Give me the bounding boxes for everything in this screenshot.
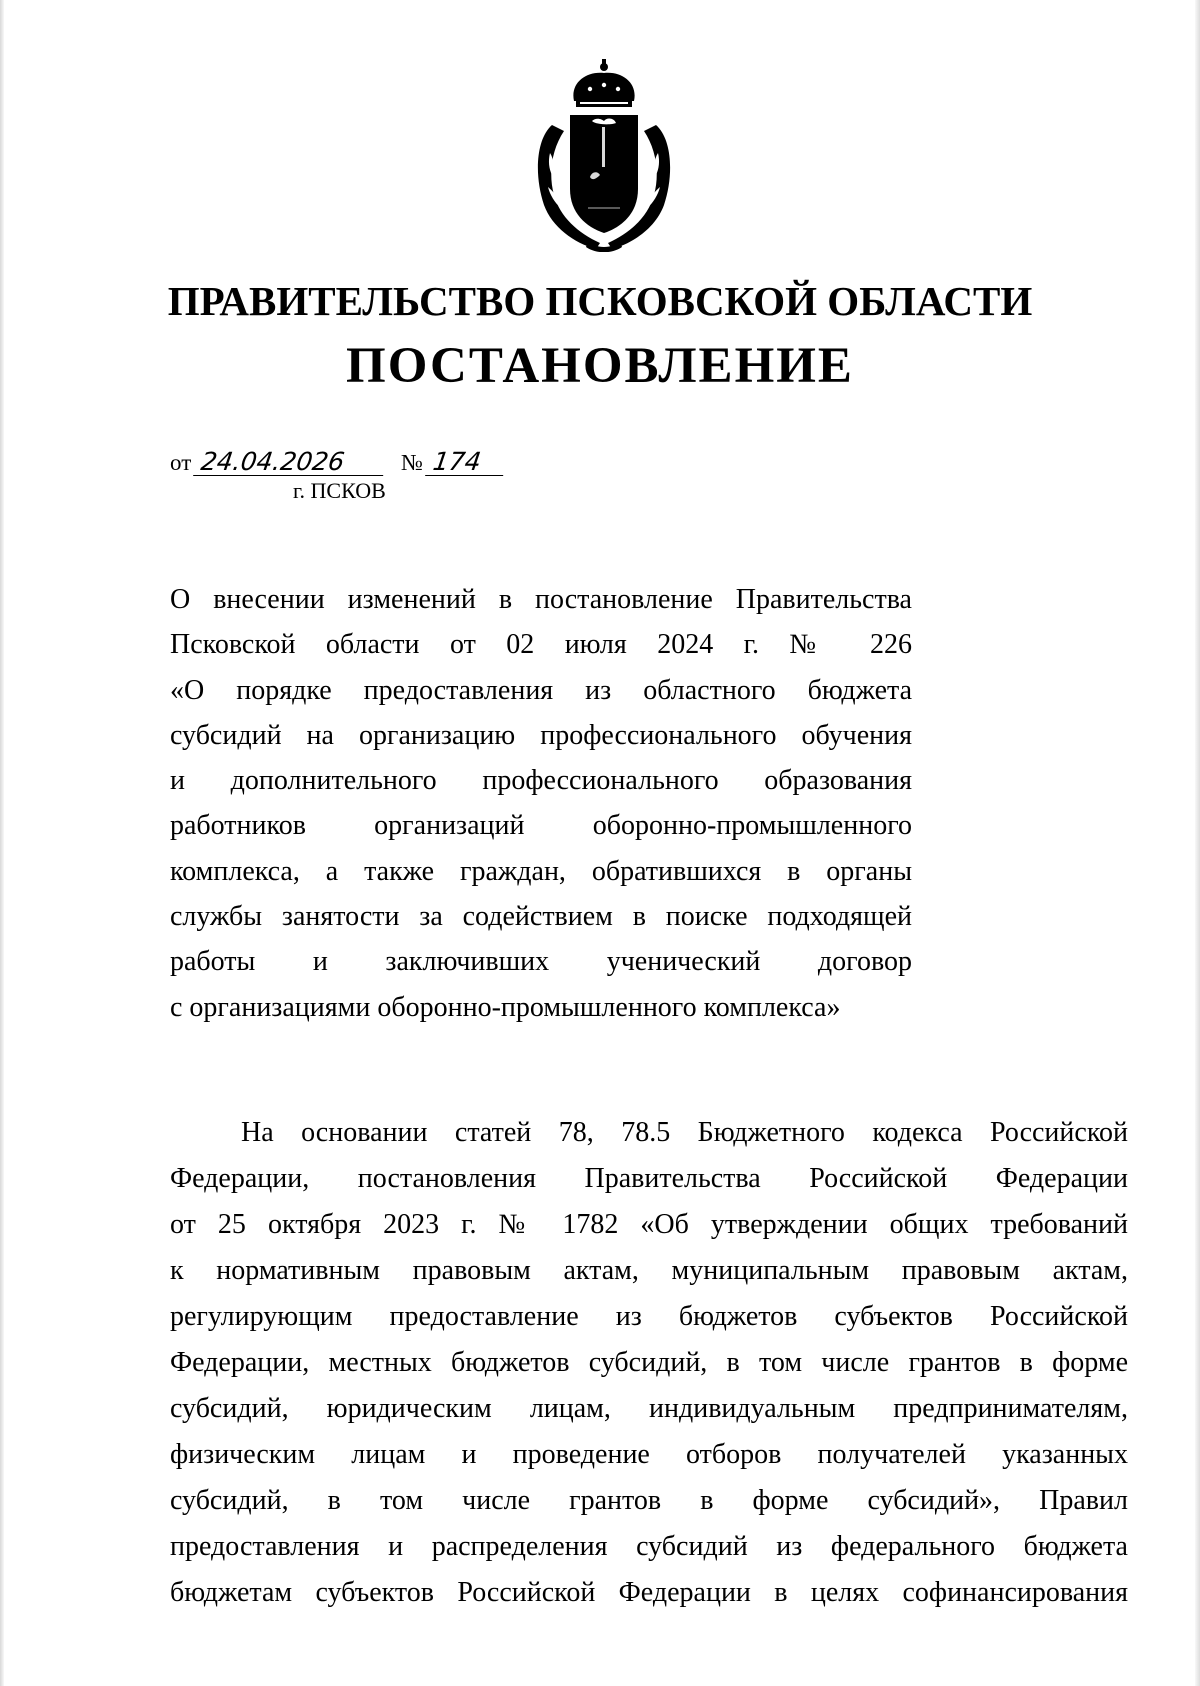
body-line: На основании статей 78, 78.5 Бюджетного кодекса Российской <box>241 1117 1128 1148</box>
subject-line: комплекса, а также граждан, обратившихся в органы <box>170 855 912 887</box>
document-type-heading: ПОСТАНОВЛЕНИЕ <box>346 338 854 394</box>
subject-line: с организациями оборонно-промышленного комплекса» <box>170 991 841 1023</box>
coat-of-arms-icon <box>530 57 678 252</box>
document-date: 24.04.2026 <box>193 449 387 476</box>
body-line: физическим лицам и проведение отборов получателей указанных <box>170 1439 1128 1470</box>
body-line: предоставления и распределения субсидий из федерального бюджета <box>170 1531 1128 1562</box>
document-subject <box>170 577 912 1030</box>
subject-line: «О порядке предоставления из областного бюджета <box>170 674 912 706</box>
body-line: Федерации, постановления Правительства Российской Федерации <box>170 1163 1128 1194</box>
document-number: 174 <box>425 449 507 476</box>
body-line: Федерации, местных бюджетов субсидий, в том числе грантов в форме <box>170 1347 1128 1378</box>
organization-title: ПРАВИТЕЛЬСТВО ПСКОВСКОЙ ОБЛАСТИ <box>167 278 1033 324</box>
number-prefix: № <box>401 450 423 475</box>
date-prefix: от <box>170 450 192 475</box>
body-line: регулирующим предоставление из бюджетов субъектов Российской <box>170 1301 1128 1332</box>
subject-line: службы занятости за содействием в поиске подходящей <box>170 901 912 933</box>
scan-edge-right <box>1195 0 1200 1686</box>
subject-line: субсидий на организацию профессионального обучения <box>170 719 912 751</box>
document-city: г. ПСКОВ <box>293 478 386 503</box>
body-line: от 25 октября 2023 г. № 1782 «Об утверждении общих требований <box>170 1209 1128 1240</box>
body-line: субсидий, юридическим лицам, индивидуальным предпринимателям, <box>170 1393 1128 1424</box>
subject-line: Псковской области от 02 июля 2024 г. № 226 <box>170 629 912 661</box>
body-line: бюджетам субъектов Российской Федерации в целях софинансирования <box>170 1577 1128 1608</box>
subject-line: О внесении изменений в постановление Правительства <box>170 584 912 615</box>
body-line: субсидий, в том числе грантов в форме субсидий», Правил <box>170 1485 1128 1516</box>
document-body <box>170 1110 1128 1616</box>
body-line: к нормативным правовым актам, муниципальным правовым актам, <box>170 1255 1128 1286</box>
subject-line: работников организаций оборонно-промышленного <box>170 810 912 842</box>
scan-edge-left <box>0 0 4 1686</box>
subject-line: работы и заключивших ученический договор <box>170 946 912 978</box>
document-requisites <box>170 448 505 478</box>
subject-line: и дополнительного профессионального образования <box>170 765 912 797</box>
